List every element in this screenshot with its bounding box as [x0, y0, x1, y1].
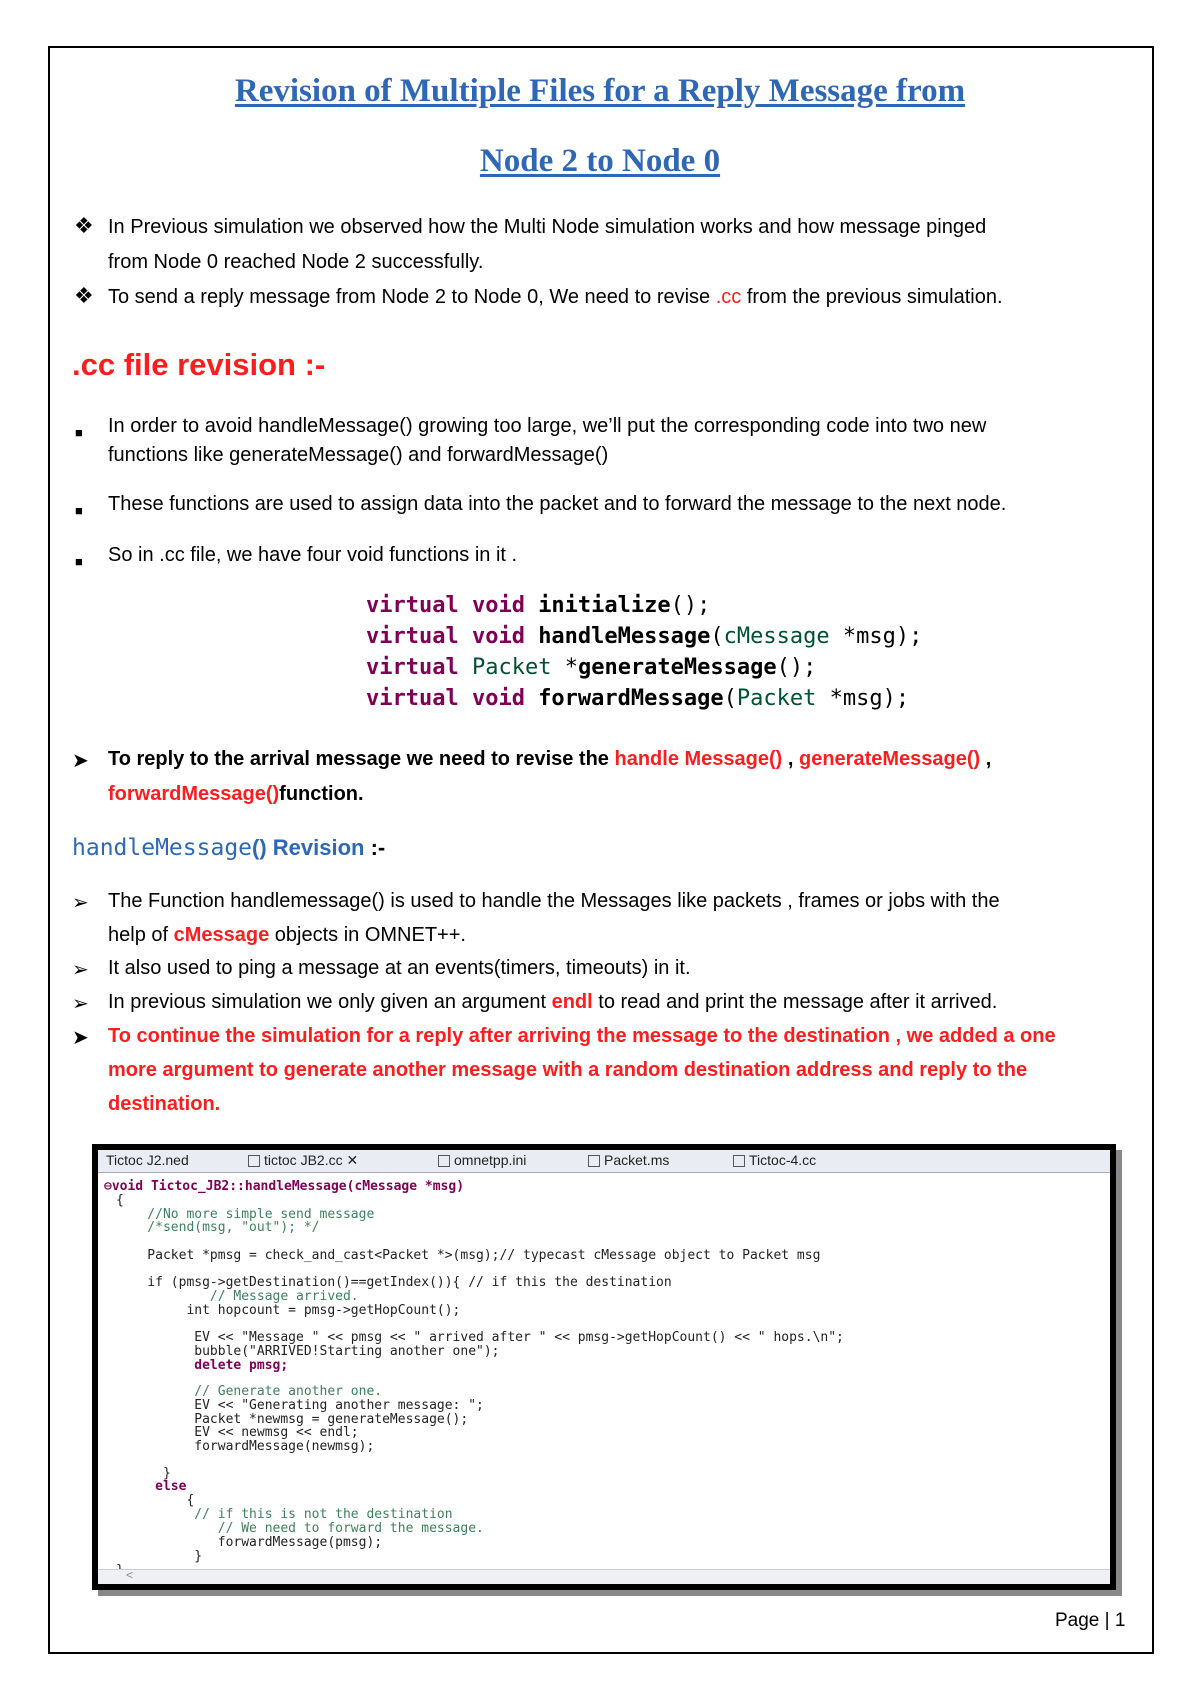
hm-b1-text-end: objects in OMNET++.	[269, 924, 466, 946]
code-line: forwardMessage(pmsg);	[116, 1535, 383, 1550]
tab-label: Tictoc J2.ned	[106, 1152, 189, 1168]
code-line: bubble("ARRIVED!Starting another one");	[116, 1344, 500, 1359]
hm-b3-text-end: to read and print the message after it arrived.	[592, 991, 998, 1013]
code-line: // if this is not the destination	[116, 1507, 453, 1522]
tab-label: Tictoc-4.cc	[749, 1152, 817, 1168]
code-line: Packet *newmsg = generateMessage();	[116, 1412, 469, 1427]
code-line: // We need to forward the message.	[116, 1521, 484, 1536]
code-line: else	[116, 1479, 187, 1494]
code-punct: (	[710, 624, 724, 649]
tab-label: omnetpp.ini	[454, 1152, 527, 1168]
code-line: ⊖void Tictoc_JB2::handleMessage(cMessage *msg)	[104, 1179, 465, 1194]
code-punct: ();	[776, 655, 817, 680]
horizontal-scrollbar[interactable]	[98, 1569, 1110, 1584]
code-line: // Message arrived.	[116, 1289, 359, 1304]
arrow-bullet-icon: ➢	[72, 892, 89, 914]
code-punct: (	[723, 686, 737, 711]
tab-tictoc-j2-ned[interactable]	[106, 1152, 189, 1168]
ide-screenshot	[92, 1144, 1116, 1590]
reply-sep: ,	[782, 748, 799, 770]
hm-b1-text: help of	[108, 924, 174, 946]
reply-text-end: function.	[279, 783, 364, 805]
hm-heading-suffix: :-	[364, 835, 386, 860]
code-punct: *	[551, 655, 578, 680]
code-line: {	[116, 1493, 195, 1508]
code-line: /*send(msg, "out"); */	[116, 1220, 320, 1235]
cc-bullet3: So in .cc file, we have four void functions in it .	[108, 544, 518, 566]
code-function-name: handleMessage	[538, 624, 711, 649]
intro-bullet1-line2: from Node 0 reached Node 2 successfully.	[108, 251, 484, 273]
code-line: EV << newmsg << endl;	[116, 1425, 359, 1440]
hm-bullet3	[108, 991, 997, 1014]
code-line: EV << "Message " << pmsg << " arrived after " << pmsg->getHopCount() << " hops.\n";	[116, 1330, 844, 1345]
arrow-bullet-icon: ➢	[72, 959, 89, 981]
code-function-name: forwardMessage	[538, 686, 724, 711]
handlemessage-revision-heading	[72, 835, 385, 861]
scroll-left-icon[interactable]: <	[126, 1568, 134, 1582]
hm-bullet4-line3: destination.	[108, 1093, 221, 1115]
code-function-name: generateMessage	[577, 655, 777, 680]
code-type: Packet	[736, 686, 817, 711]
diamond-bullet-icon: ❖	[74, 213, 94, 238]
code-keyword: virtual void	[366, 593, 539, 618]
editor-tab-bar	[98, 1150, 1110, 1173]
square-bullet-icon: ■	[75, 503, 83, 518]
hm-bullet4-line1: To continue the simulation for a reply after arriving the message to the destination , we added a one	[108, 1025, 1056, 1047]
code-keyword: virtual	[366, 655, 472, 680]
code-line: EV << "Generating another message: ";	[116, 1398, 484, 1413]
page-title-line1: Revision of Multiple Files for a Reply Message from	[234, 73, 966, 109]
reply-line1	[108, 748, 991, 771]
code-keyword: virtual void	[366, 624, 539, 649]
square-bullet-icon: ■	[75, 425, 83, 440]
code-punct: ();	[670, 593, 711, 618]
code-punct: *msg);	[829, 624, 923, 649]
code-line: }	[116, 1466, 171, 1481]
tab-tictoc-jb2-cc[interactable]	[248, 1152, 358, 1169]
cc-keyword: .cc	[715, 286, 742, 308]
square-bullet-icon: ■	[75, 554, 83, 569]
cmessage-keyword: cMessage	[173, 924, 270, 946]
tab-tictoc-4-cc[interactable]	[733, 1152, 816, 1168]
diamond-bullet-icon: ❖	[74, 283, 94, 308]
cc-file-revision-heading: .cc file revision :-	[72, 347, 326, 382]
page-number: Page | 1	[1055, 1610, 1126, 1631]
code-line: delete pmsg;	[116, 1358, 289, 1373]
reply-forward-message: forwardMessage()	[108, 783, 280, 805]
code-punct: *msg);	[816, 686, 910, 711]
cc-bullet2: These functions are used to assign data into the packet and to forward the message to the next node.	[108, 493, 1007, 515]
hm-b3-text: In previous simulation we only given an argument	[108, 991, 552, 1013]
code-line: }	[116, 1549, 203, 1564]
endl-keyword: endl	[551, 991, 593, 1013]
intro-bullet2	[108, 286, 1003, 309]
hm-heading-rest: () Revision	[252, 835, 365, 860]
code-line: //No more simple send message	[116, 1207, 375, 1222]
code-keyword: virtual void	[366, 686, 539, 711]
intro-bullet2-text-end: from the previous simulation.	[741, 286, 1003, 308]
page-title-line2: Node 2 to Node 0	[479, 143, 721, 179]
reply-generate-message: generateMessage()	[798, 748, 981, 770]
arrow-bullet-icon: ➤	[72, 1027, 89, 1049]
file-icon	[438, 1155, 450, 1167]
code-type: Packet	[471, 655, 552, 680]
function-declarations-code	[366, 590, 922, 714]
close-icon[interactable]: ✕	[346, 1152, 359, 1168]
tab-label: tictoc JB2.cc	[264, 1152, 343, 1168]
hm-bullet2: It also used to ping a message at an events(timers, timeouts) in it.	[108, 957, 691, 979]
code-line-text: void Tictoc_JB2::handleMessage(cMessage *msg)	[111, 1179, 465, 1194]
reply-handle-message: handle Message()	[614, 748, 783, 770]
reply-sep: ,	[980, 748, 992, 770]
hm-bullet1-line1: The Function handlemessage() is used to handle the Messages like packets , frames or jobs with the	[108, 890, 1000, 912]
hm-bullet4-line2: more argument to generate another message with a random destination address and reply to the	[108, 1059, 1028, 1081]
cc-bullet1-line2: functions like generateMessage() and forwardMessage()	[108, 444, 609, 466]
code-line: if (pmsg->getDestination()==getIndex()){ // if this the destination	[116, 1275, 672, 1290]
code-line: Packet *pmsg = check_and_cast<Packet *>(msg);// typecast cMessage object to Packet msg	[116, 1248, 821, 1263]
reply-text: To reply to the arrival message we need to revise the	[108, 748, 615, 770]
code-line: int hopcount = pmsg->getHopCount();	[116, 1303, 461, 1318]
code-line: {	[116, 1193, 124, 1208]
arrow-bullet-icon: ➤	[72, 750, 89, 772]
tab-omnetpp-ini[interactable]	[438, 1152, 526, 1168]
file-icon	[248, 1155, 260, 1167]
cc-bullet1-line1: In order to avoid handleMessage() growing too large, we’ll put the corresponding code into two new	[108, 415, 987, 437]
file-icon	[588, 1155, 600, 1167]
hm-bullet1-line2	[108, 924, 466, 947]
code-function-name: initialize	[538, 593, 671, 618]
tab-packet-msg[interactable]	[588, 1152, 669, 1168]
code-editor[interactable]	[98, 1174, 1110, 1574]
intro-bullet2-text: To send a reply message from Node 2 to Node 0, We need to revise	[108, 286, 716, 308]
hm-heading-mono: handleMessage	[72, 835, 253, 861]
reply-line2	[108, 783, 364, 806]
code-type: cMessage	[723, 624, 830, 649]
file-icon	[733, 1155, 745, 1167]
intro-bullet1-line1: In Previous simulation we observed how the Multi Node simulation works and how message pinged	[108, 216, 987, 238]
arrow-bullet-icon: ➢	[72, 993, 89, 1015]
code-line: forwardMessage(newmsg);	[116, 1439, 375, 1454]
tab-label: Packet.ms	[604, 1152, 670, 1168]
code-line: // Generate another one.	[116, 1384, 383, 1399]
